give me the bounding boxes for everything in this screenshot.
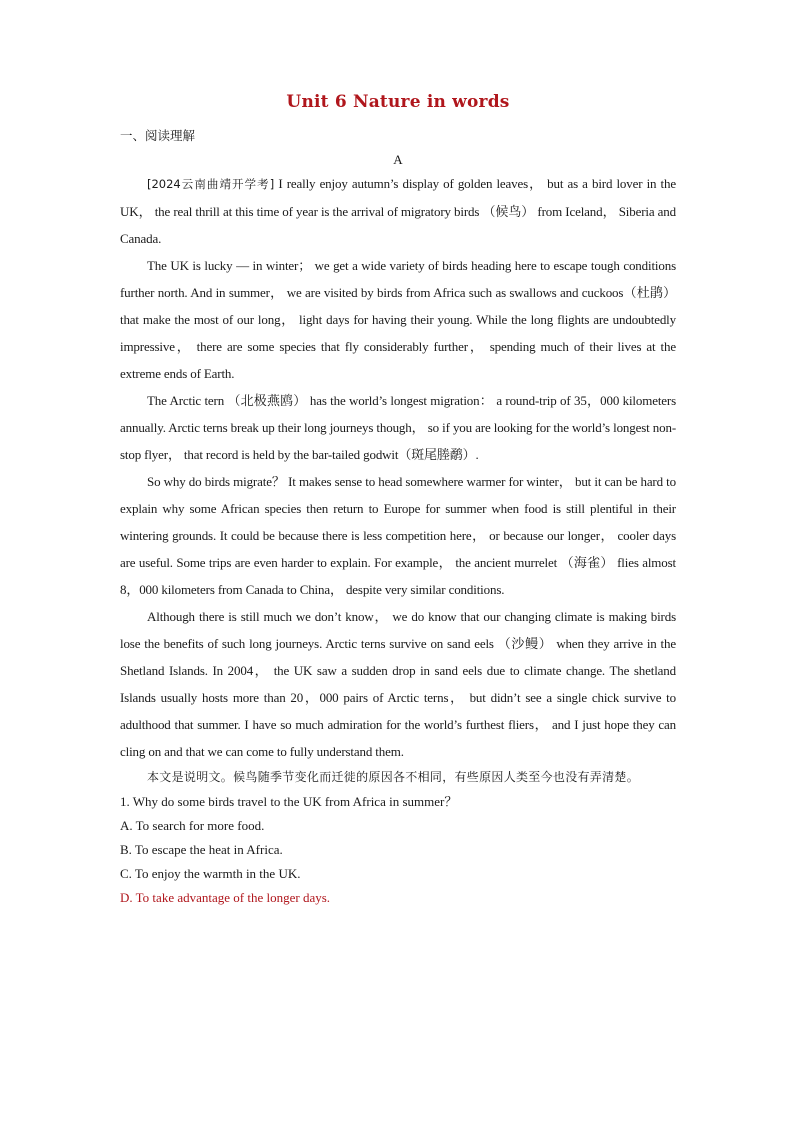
option-d-answer: D. To take advantage of the longer days.: [120, 890, 331, 905]
paragraph-5: Although there is still much we don’t know， we do know that our changing climate is making birds lose the benefits of such long journeys. Arctic terns survive on sand eels （沙鳗） when they arrive in the Shetland Islands. In 2004， the UK saw a sudden drop in sand eels due to climate change. The shetland Islands usually hosts more than 20，000 pairs of Arctic terns， but didn’t see a single chick survive to adulthood that summer. I have so much admiration for the world’s furthest fliers， and I just hope they can cling on and that we can come to fully understand them.: [120, 609, 676, 759]
option-b: B. To escape the heat in Africa.: [120, 842, 283, 857]
question-stem: 1. Why do some birds travel to the UK from Africa in summer？: [120, 794, 458, 809]
section-heading: 一、阅读理解: [120, 128, 196, 143]
paragraph-3: The Arctic tern （北极燕鸥） has the world’s longest migration： a round-trip of 35，000 kilometers annually. Arctic terns break up their long journeys though， so if you are looking for the world’s longest non-stop flyer， that record is held by the bar-tailed godwit（斑尾塍鹬）.: [120, 393, 676, 462]
paragraph-4: So why do birds migrate？ It makes sense to head somewhere warmer for winter， but it can be hard to explain why some African species then return to Europe for summer when food is still plentiful in their wintering grounds. It could be because there is less competition here， or because our longer， cooler days are useful. Some trips are even harder to explain. For example， the ancient murrelet （海雀） flies almost 8，000 kilometers from Canada to China， despite very similar conditions.: [120, 474, 676, 597]
paragraph-1: [120, 170, 676, 252]
paragraph-1-text: I really enjoy autumn’s display of golden leaves， but as a bird lover in the UK， the real thrill at this time of year is the arrival of migratory birds （候鸟） from Iceland， Siberia and Canada.: [120, 176, 676, 246]
document-page: [120, 92, 676, 910]
passage-label: A: [393, 152, 403, 167]
option-a: A. To search for more food.: [120, 818, 265, 833]
paragraph-2: The UK is lucky — in winter； we get a wide variety of birds heading here to escape tough conditions further north. And in summer， we are visited by birds from Africa such as swallows and cuckoos（杜鹃） that make the most of our long， light days for having their young. While the long flights are undoubtedly impressive， there are some species that fly considerably further， spending much of their lives at the extreme ends of Earth.: [120, 258, 676, 381]
passage-summary: 本文是说明文。候鸟随季节变化而迁徙的原因各不相同，有些原因人类至今也没有弄清楚。: [147, 770, 640, 784]
option-c: C. To enjoy the warmth in the UK.: [120, 866, 301, 881]
page-title: Unit 6 Nature in words: [286, 92, 510, 112]
source-tag: [2024云南曲靖开学考]: [147, 177, 275, 191]
